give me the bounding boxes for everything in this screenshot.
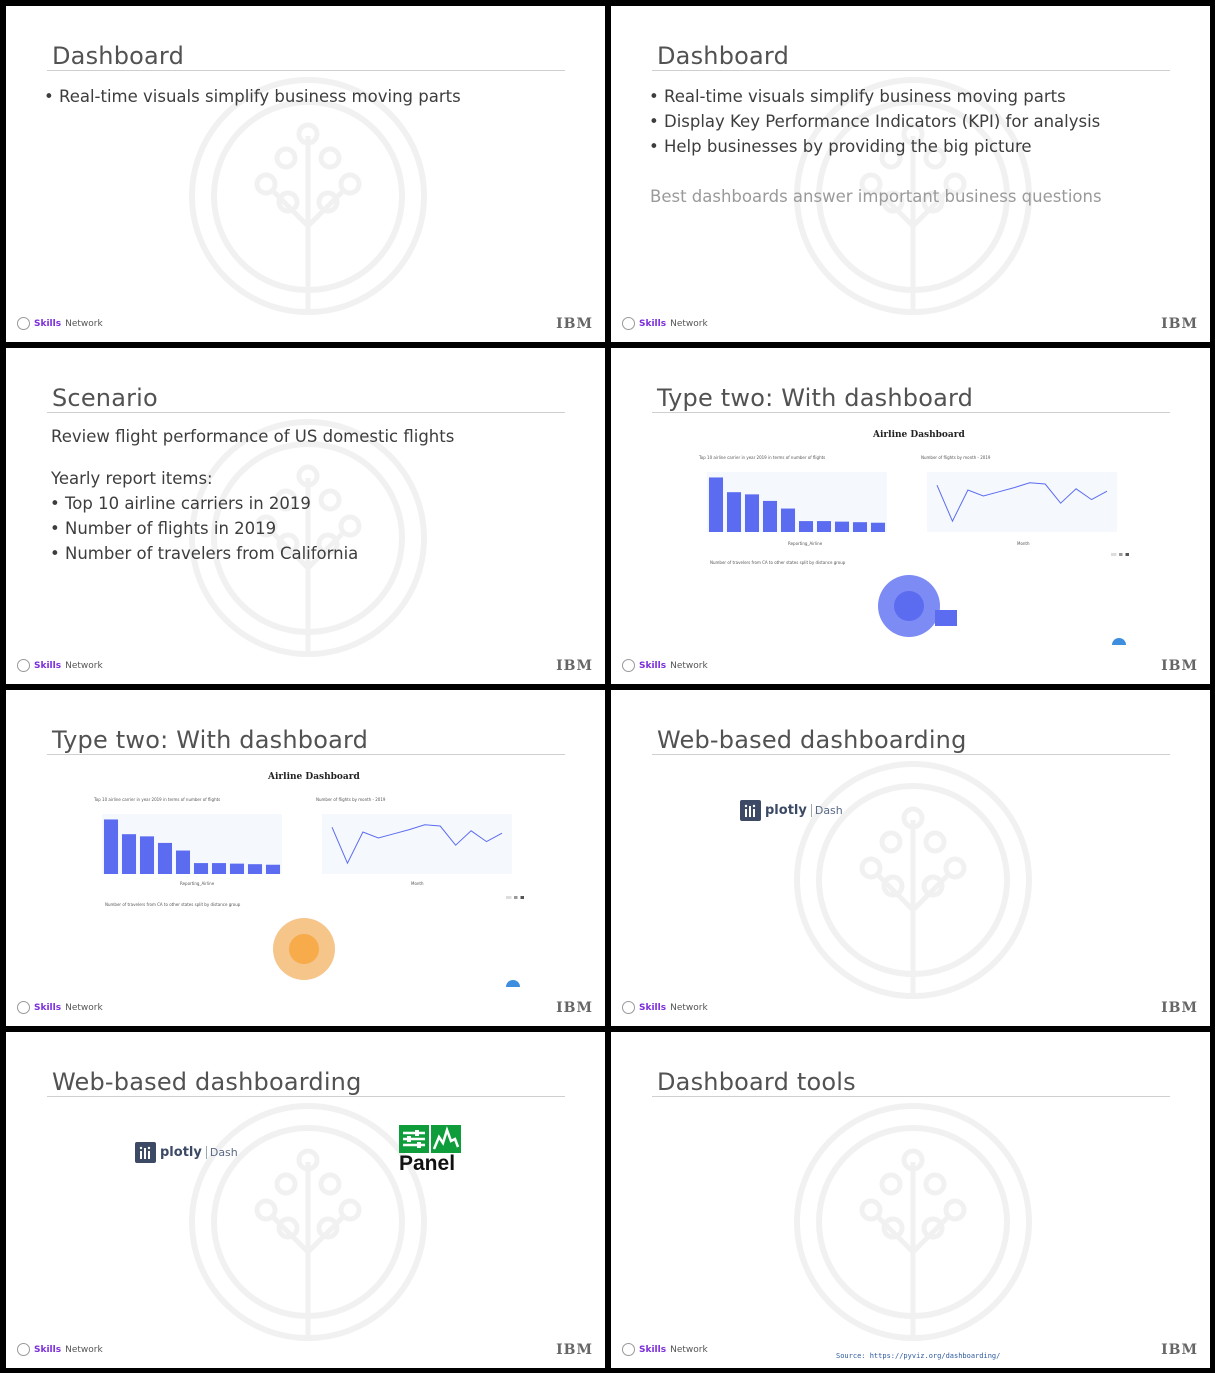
slide-4 — [611, 348, 1210, 684]
skills-network-logo: Skills Network — [17, 1343, 103, 1356]
bar — [194, 863, 208, 874]
bar-chart-xlabel: Reporting_Airline — [788, 541, 823, 546]
bullet-list — [649, 84, 1100, 159]
slide-title: Scenario — [52, 384, 158, 412]
skills-network-icon — [17, 1001, 30, 1014]
tree-watermark-icon — [793, 1102, 1033, 1342]
subhead-text: Yearly report items: — [51, 469, 213, 488]
sunburst-inner — [289, 934, 319, 964]
sunburst-inner — [894, 591, 924, 621]
bar-chart-title: Top 10 airline carrier in year 2019 in terms of number of flights — [94, 797, 221, 802]
slide-title: Dashboard — [52, 42, 185, 70]
bar — [212, 863, 226, 874]
line-chart-xlabel: Month — [411, 881, 424, 886]
blue-semicircle — [505, 978, 521, 988]
hover-tooltip — [935, 610, 957, 626]
plotly-dash-logo — [135, 1142, 238, 1163]
bar — [248, 864, 262, 874]
line-chart — [911, 468, 1121, 542]
plotly-word: plotly — [765, 803, 807, 818]
slide-title: Web-based dashboarding — [657, 726, 967, 754]
title-rule — [652, 754, 1170, 755]
bar — [266, 865, 280, 874]
bar — [781, 509, 795, 532]
bar — [104, 819, 118, 874]
panel-word: Panel — [399, 1152, 456, 1175]
bar — [122, 834, 136, 874]
bar — [799, 521, 813, 532]
line-chart-title: Number of flights by month - 2019 — [921, 455, 991, 460]
bar — [158, 843, 172, 874]
ibm-logo: IBM — [1161, 658, 1198, 674]
line-chart-title: Number of flights by month - 2019 — [316, 797, 386, 802]
dashboard-title: Airline Dashboard — [268, 772, 360, 782]
plot-area — [927, 472, 1117, 532]
tree-watermark-icon — [793, 760, 1033, 1000]
note-text: Best dashboards answer important business questions — [650, 187, 1102, 206]
slide-title: Type two: With dashboard — [657, 384, 974, 412]
panel-logo — [399, 1125, 461, 1176]
bar-chart — [691, 468, 891, 542]
title-rule — [652, 412, 1170, 413]
bar-chart — [86, 810, 286, 884]
skills-network-icon — [622, 659, 635, 672]
skills-network-icon — [622, 1343, 635, 1356]
slide-2 — [611, 6, 1210, 342]
title-rule — [652, 1096, 1170, 1097]
plotly-dash-logo — [740, 800, 843, 821]
skills-network-logo: Skills Network — [622, 317, 708, 330]
skills-network-logo: Skills Network — [622, 1343, 708, 1356]
bar — [140, 836, 154, 874]
bar-chart-xlabel: Reporting_Airline — [180, 881, 215, 886]
plotly-icon — [135, 1142, 156, 1163]
slide-title: Web-based dashboarding — [52, 1068, 362, 1096]
slide-title: Dashboard — [657, 42, 790, 70]
title-rule — [47, 70, 565, 71]
slide-1 — [6, 6, 605, 342]
bar — [817, 521, 831, 532]
slide-title: Type two: With dashboard — [52, 726, 369, 754]
bullet: • Help businesses by providing the big picture — [649, 134, 1100, 159]
bar — [835, 522, 849, 532]
slide-8 — [611, 1032, 1210, 1368]
pie-chart-title: Number of travelers from CA to other states split by distance group — [710, 560, 846, 565]
skills-network-logo: Skills Network — [622, 659, 708, 672]
bar-chart-title: Top 10 airline carrier in year 2019 in terms of number of flights — [699, 455, 826, 460]
dash-word: Dash — [811, 804, 843, 817]
intro-text: Review flight performance of US domestic flights — [51, 427, 455, 446]
title-rule — [47, 412, 565, 413]
tree-watermark-icon — [188, 76, 428, 316]
bar — [176, 851, 190, 874]
legend-marks — [506, 896, 524, 899]
bullet: • Display Key Performance Indicators (KPI) for analysis — [649, 109, 1100, 134]
panel-sliders-icon — [399, 1125, 429, 1153]
skills-network-icon — [622, 317, 635, 330]
title-rule — [47, 754, 565, 755]
slide-7 — [6, 1032, 605, 1368]
ibm-logo: IBM — [1161, 316, 1198, 332]
skills-network-logo: Skills Network — [622, 1001, 708, 1014]
bar — [230, 864, 244, 874]
slide-title: Dashboard tools — [657, 1068, 856, 1096]
ibm-logo: IBM — [1161, 1000, 1198, 1016]
sunburst-chart — [873, 573, 963, 643]
pie-chart-title: Number of travelers from CA to other states split by distance group — [105, 902, 241, 907]
bullet: • Top 10 airline carriers in 2019 — [50, 491, 358, 516]
skills-network-icon — [17, 317, 30, 330]
skills-network-icon — [17, 1343, 30, 1356]
dashboard-title: Airline Dashboard — [873, 430, 965, 440]
skills-network-icon — [622, 1001, 635, 1014]
ibm-logo: IBM — [1161, 1342, 1198, 1358]
bullet: • Real-time visuals simplify business moving parts — [649, 84, 1100, 109]
skills-network-icon — [17, 659, 30, 672]
bar — [745, 494, 759, 532]
ibm-logo: IBM — [556, 316, 593, 332]
skills-network-logo: Skills Network — [17, 317, 103, 330]
ibm-logo: IBM — [556, 1342, 593, 1358]
bar — [709, 477, 723, 532]
bar — [853, 522, 867, 532]
ibm-logo: IBM — [556, 658, 593, 674]
sunburst-chart — [268, 915, 358, 985]
bar — [763, 501, 777, 532]
blue-semicircle — [1111, 636, 1127, 646]
slide-3 — [6, 348, 605, 684]
skills-network-logo: Skills Network — [17, 659, 103, 672]
tree-watermark-icon — [188, 1102, 428, 1342]
bullet: • Number of travelers from California — [50, 541, 358, 566]
panel-chart-icon — [431, 1125, 461, 1153]
title-rule — [652, 70, 1170, 71]
line-chart-xlabel: Month — [1017, 541, 1030, 546]
bar — [727, 492, 741, 532]
source-link[interactable]: Source: https://pyviz.org/dashboarding/ — [836, 1352, 1001, 1360]
plotly-icon — [740, 800, 761, 821]
line-chart — [306, 810, 516, 884]
plot-area — [322, 814, 512, 874]
slide-6 — [611, 690, 1210, 1026]
ibm-logo: IBM — [556, 1000, 593, 1016]
bullet: • Real-time visuals simplify business moving parts — [44, 84, 461, 109]
bullet-list — [44, 84, 461, 109]
legend-marks — [1111, 553, 1129, 556]
title-rule — [47, 1096, 565, 1097]
bullet-list — [50, 491, 358, 566]
skills-network-logo: Skills Network — [17, 1001, 103, 1014]
slide-5 — [6, 690, 605, 1026]
dash-word: Dash — [206, 1146, 238, 1159]
bar — [871, 523, 885, 532]
plotly-word: plotly — [160, 1145, 202, 1160]
bullet: • Number of flights in 2019 — [50, 516, 358, 541]
